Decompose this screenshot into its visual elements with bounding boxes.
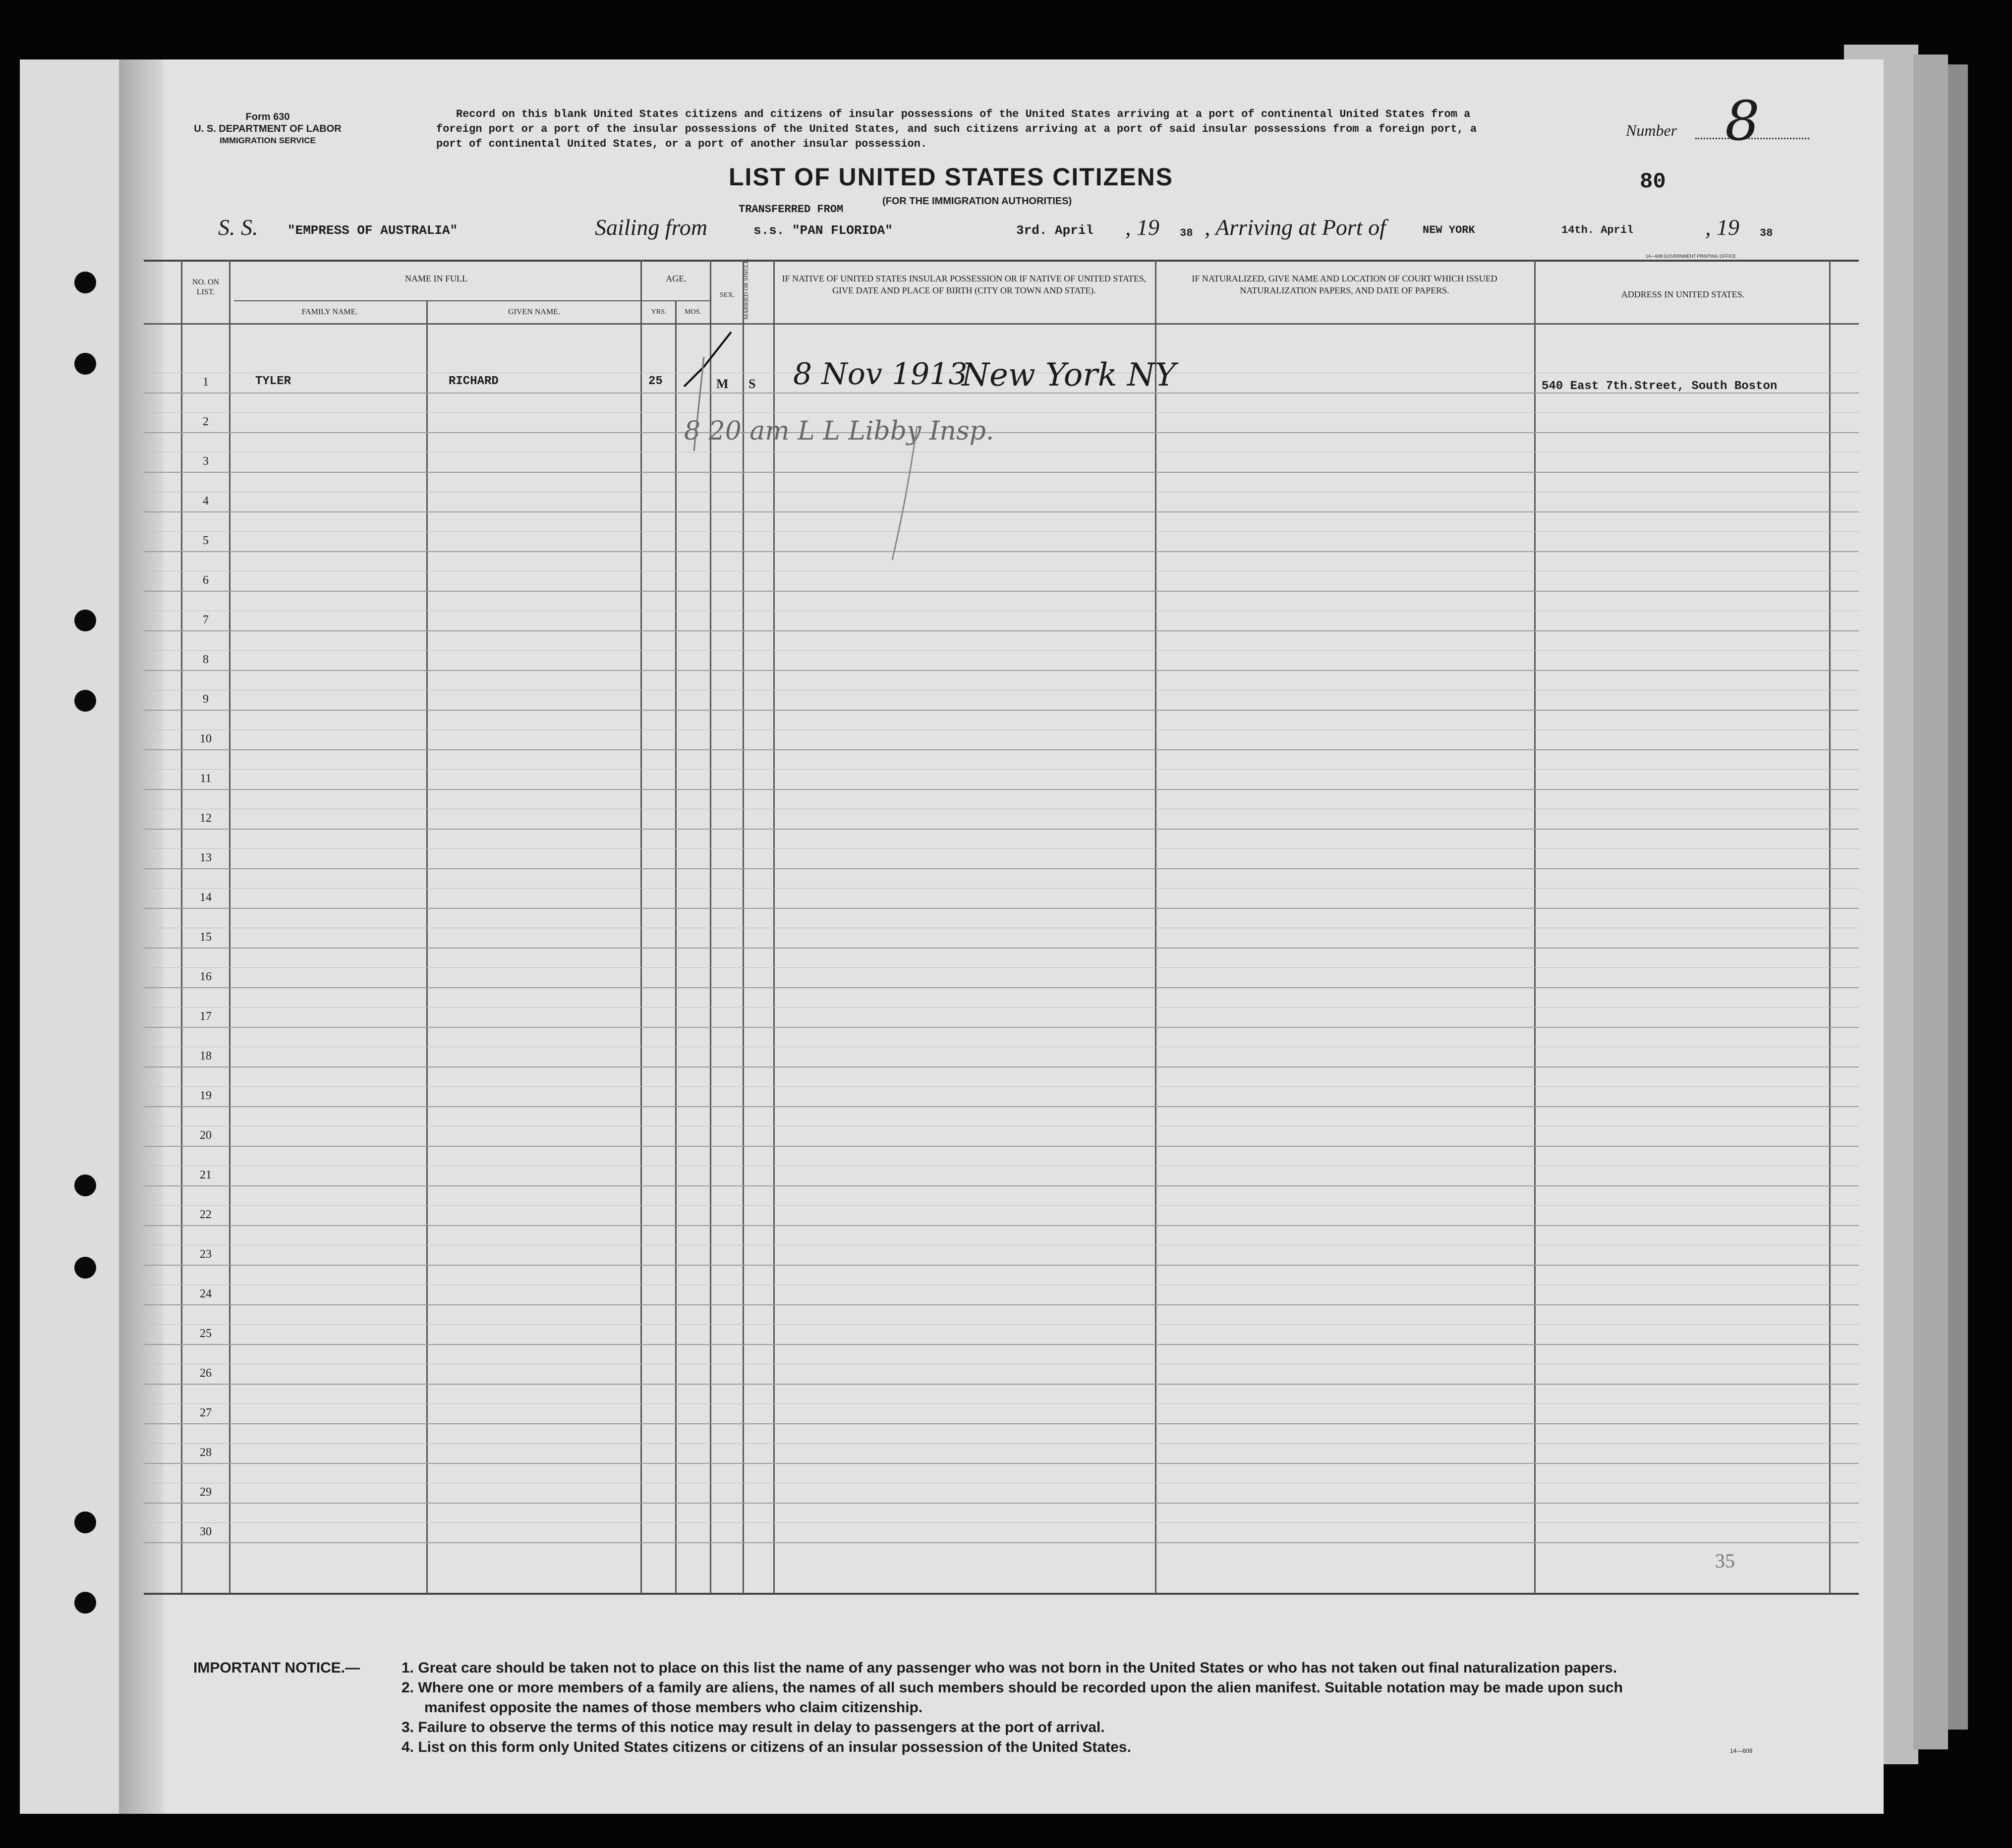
column-divider xyxy=(773,260,775,1594)
row-rule xyxy=(144,1027,1859,1028)
row-rule xyxy=(144,1265,1859,1266)
column-divider xyxy=(1155,260,1156,1594)
row-rule xyxy=(144,987,1859,988)
row-rule xyxy=(144,1344,1859,1345)
row-rule xyxy=(144,769,1859,770)
table-bottom-rule xyxy=(144,1593,1859,1595)
inspector-annotation: 8 20 am L L Libby Insp. xyxy=(684,416,994,446)
row-number: 24 xyxy=(200,1288,212,1300)
check-mark-icon xyxy=(674,327,734,456)
row-number: 20 xyxy=(200,1129,212,1142)
punch-hole-icon xyxy=(74,1257,96,1279)
notice-item: 1. Great care should be taken not to place on this list the name of any passenger who was not born in the United States or who has not taken out final naturalization papers. xyxy=(402,1660,1617,1676)
row-rule xyxy=(144,848,1859,849)
row-rule xyxy=(144,967,1859,968)
arrival-date: 14th. April xyxy=(1561,224,1634,236)
pencil-stroke-icon xyxy=(887,416,947,565)
row-number: 23 xyxy=(200,1248,212,1261)
row-rule xyxy=(144,1522,1859,1523)
punch-hole-icon xyxy=(74,1592,96,1614)
row-rule xyxy=(144,630,1859,631)
row-number: 28 xyxy=(200,1446,212,1459)
sailing-from-value: s.s. "PAN FLORIDA" xyxy=(753,223,893,238)
year-prefix: , 19 xyxy=(1125,215,1159,240)
arrival-port: NEW YORK xyxy=(1423,224,1475,236)
instruction-line: port of continental United States, or a port of another insular possession. xyxy=(436,138,927,150)
number-value: 8 xyxy=(1725,89,1760,153)
column-divider xyxy=(1534,260,1536,1594)
row-number: 22 xyxy=(200,1208,212,1221)
punch-hole-icon xyxy=(74,353,96,375)
arriving-label: , Arriving at Port of xyxy=(1205,215,1386,240)
row-number: 27 xyxy=(200,1406,212,1419)
service-name: IMMIGRATION SERVICE xyxy=(220,136,316,145)
row-number: 18 xyxy=(200,1050,212,1063)
punch-hole-icon xyxy=(74,610,96,631)
header-family-name: FAMILY NAME. xyxy=(301,308,358,316)
entry-marital: S xyxy=(748,377,756,391)
year-value: 38 xyxy=(1760,227,1773,239)
row-number: 4 xyxy=(203,495,209,507)
column-divider xyxy=(640,260,642,1594)
row-number: 26 xyxy=(200,1367,212,1380)
header-naturalized: IF NATURALIZED, GIVE NAME AND LOCATION OF COURT WHICH ISSUED NATURALIZATION PAPERS, AND DATE OF PAPERS. xyxy=(1192,274,1497,295)
row-rule xyxy=(144,1384,1859,1385)
row-rule xyxy=(144,1225,1859,1226)
row-rule xyxy=(144,1423,1859,1424)
row-rule xyxy=(144,1185,1859,1186)
departure-date: 3rd. April xyxy=(1016,223,1094,238)
row-rule xyxy=(144,1086,1859,1087)
ss-label: S. S. xyxy=(218,215,258,240)
row-number: 13 xyxy=(200,851,212,864)
printer-mark: 14—608 GOVERNMENT PRINTING OFFICE xyxy=(1646,254,1736,259)
notice-label: IMPORTANT NOTICE.— xyxy=(193,1660,360,1676)
punch-hole-icon xyxy=(74,690,96,712)
row-rule xyxy=(144,1106,1859,1107)
notice-item: 4. List on this form only United States citizens or citizens of an insular possession of the United States. xyxy=(402,1739,1131,1755)
entry-family-name: TYLER xyxy=(255,375,291,388)
row-number: 10 xyxy=(200,732,212,745)
name-subheader-rule xyxy=(234,300,670,301)
column-divider xyxy=(229,260,230,1594)
row-rule xyxy=(144,472,1859,473)
page-title: LIST OF UNITED STATES CITIZENS xyxy=(729,163,1174,191)
year-value: 38 xyxy=(1180,227,1193,239)
entry-sex: M xyxy=(716,377,729,391)
document-sheet xyxy=(20,59,1884,1814)
row-rule xyxy=(144,1403,1859,1404)
header-name-in-full: NAME IN FULL xyxy=(405,274,467,283)
row-number: 9 xyxy=(203,693,209,706)
row-rule xyxy=(144,868,1859,869)
header-age: AGE. xyxy=(666,274,687,283)
row-rule xyxy=(144,1205,1859,1206)
instruction-line: Record on this blank United States citizens and citizens of insular possessions of the United States arriving at a port of continental United States from a xyxy=(456,108,1471,120)
age-subheader-rule xyxy=(642,300,711,301)
header-age-yrs: YRS. xyxy=(651,308,667,316)
table-top-rule xyxy=(144,260,1859,262)
entry-birth-date: 8 Nov 1913 xyxy=(793,357,968,392)
row-number: 12 xyxy=(200,812,212,825)
row-rule xyxy=(144,591,1859,592)
header-married-single: MARRIED OR SINGLE. xyxy=(743,258,749,320)
row-number: 17 xyxy=(200,1010,212,1023)
row-number: 30 xyxy=(200,1525,212,1538)
entry-address: 540 East 7th.Street, South Boston xyxy=(1542,380,1778,393)
row-rule xyxy=(144,650,1859,651)
page-number: 35 xyxy=(1715,1550,1735,1572)
row-rule xyxy=(144,729,1859,730)
punch-hole-icon xyxy=(74,1175,96,1196)
sailing-from-label: Sailing from xyxy=(595,215,708,240)
row-rule xyxy=(144,1542,1859,1543)
punch-hole-icon xyxy=(74,1512,96,1533)
row-rule xyxy=(144,551,1859,552)
notice-item: manifest opposite the names of those members who claim citizenship. xyxy=(424,1699,923,1716)
sheet-body xyxy=(139,59,1884,1814)
transferred-from-label: TRANSFERRED FROM xyxy=(739,203,844,216)
secondary-number: 80 xyxy=(1640,169,1666,194)
notice-code: 14—608 xyxy=(1730,1747,1753,1754)
row-number: 29 xyxy=(200,1486,212,1499)
row-rule xyxy=(144,1007,1859,1008)
department-name: U. S. DEPARTMENT OF LABOR xyxy=(194,123,342,134)
row-rule xyxy=(144,1443,1859,1444)
notice-item: 3. Failure to observe the terms of this notice may result in delay to passengers at the port of arrival. xyxy=(402,1719,1105,1736)
entry-birth-place: New York NY xyxy=(962,357,1176,393)
punch-hole-icon xyxy=(74,272,96,293)
year-prefix: , 19 xyxy=(1705,215,1739,240)
column-divider xyxy=(743,260,744,1594)
row-rule xyxy=(144,1463,1859,1464)
column-divider xyxy=(710,260,711,1594)
back-page xyxy=(1948,64,1968,1730)
row-rule xyxy=(144,1066,1859,1067)
row-number: 2 xyxy=(203,415,209,428)
header-no-on-list: NO. ON LIST. xyxy=(192,278,220,296)
row-rule xyxy=(144,511,1859,512)
instruction-line: foreign port or a port of the insular possessions of the United States, and such citizens arriving at a port of said insular possessions from a foreign port, a xyxy=(436,123,1477,135)
header-address: ADDRESS IN UNITED STATES. xyxy=(1621,289,1745,299)
back-page xyxy=(1913,55,1948,1749)
row-number: 1 xyxy=(203,376,209,389)
row-number: 5 xyxy=(203,534,209,547)
page-subtitle: (FOR THE IMMIGRATION AUTHORITIES) xyxy=(882,196,1072,207)
row-rule xyxy=(144,1304,1859,1305)
header-bottom-rule xyxy=(144,323,1859,325)
ship-name: "EMPRESS OF AUSTRALIA" xyxy=(287,223,458,238)
row-number: 7 xyxy=(203,614,209,626)
row-rule xyxy=(144,670,1859,671)
binding-shadow xyxy=(119,59,164,1814)
row-number: 15 xyxy=(200,931,212,944)
column-divider xyxy=(181,260,182,1594)
form-id-block xyxy=(193,111,342,147)
row-number: 16 xyxy=(200,970,212,983)
column-divider xyxy=(1829,260,1831,1594)
row-rule xyxy=(144,531,1859,532)
row-rule xyxy=(144,789,1859,790)
entry-age-yrs: 25 xyxy=(648,375,663,388)
entry-given-name: RICHARD xyxy=(449,375,499,388)
row-rule xyxy=(144,948,1859,949)
row-rule xyxy=(144,1324,1859,1325)
notice-item: 2. Where one or more members of a family are aliens, the names of all such members should be recorded upon the alien manifest. Suitable notation may be made upon such xyxy=(402,1680,1623,1696)
row-rule xyxy=(144,710,1859,711)
row-rule xyxy=(144,829,1859,830)
header-age-mos: MOS. xyxy=(685,308,701,316)
form-number: Form 630 xyxy=(245,112,290,122)
row-rule xyxy=(144,1146,1859,1147)
row-number: 21 xyxy=(200,1169,212,1181)
row-number: 6 xyxy=(203,574,209,587)
row-number: 8 xyxy=(203,653,209,666)
notice-list xyxy=(402,1658,1829,1757)
row-rule xyxy=(144,1503,1859,1504)
header-given-name: GIVEN NAME. xyxy=(508,308,560,316)
row-rule xyxy=(144,749,1859,750)
instructions xyxy=(436,107,1576,152)
row-number: 11 xyxy=(200,772,212,785)
header-sex: SEX. xyxy=(720,291,735,299)
row-number: 3 xyxy=(203,455,209,468)
row-rule xyxy=(144,908,1859,909)
row-rule xyxy=(144,888,1859,889)
row-number: 14 xyxy=(200,891,212,904)
number-label: Number xyxy=(1626,121,1677,139)
header-native-birth: IF NATIVE OF UNITED STATES INSULAR POSSESSION OR IF NATIVE OF UNITED STATES, GIVE DATE AND PLACE OF BIRTH (CITY OR TOWN AND STATE). xyxy=(782,274,1147,295)
row-rule xyxy=(144,412,1859,413)
row-rule xyxy=(144,432,1859,433)
row-number: 25 xyxy=(200,1327,212,1340)
row-number: 19 xyxy=(200,1089,212,1102)
